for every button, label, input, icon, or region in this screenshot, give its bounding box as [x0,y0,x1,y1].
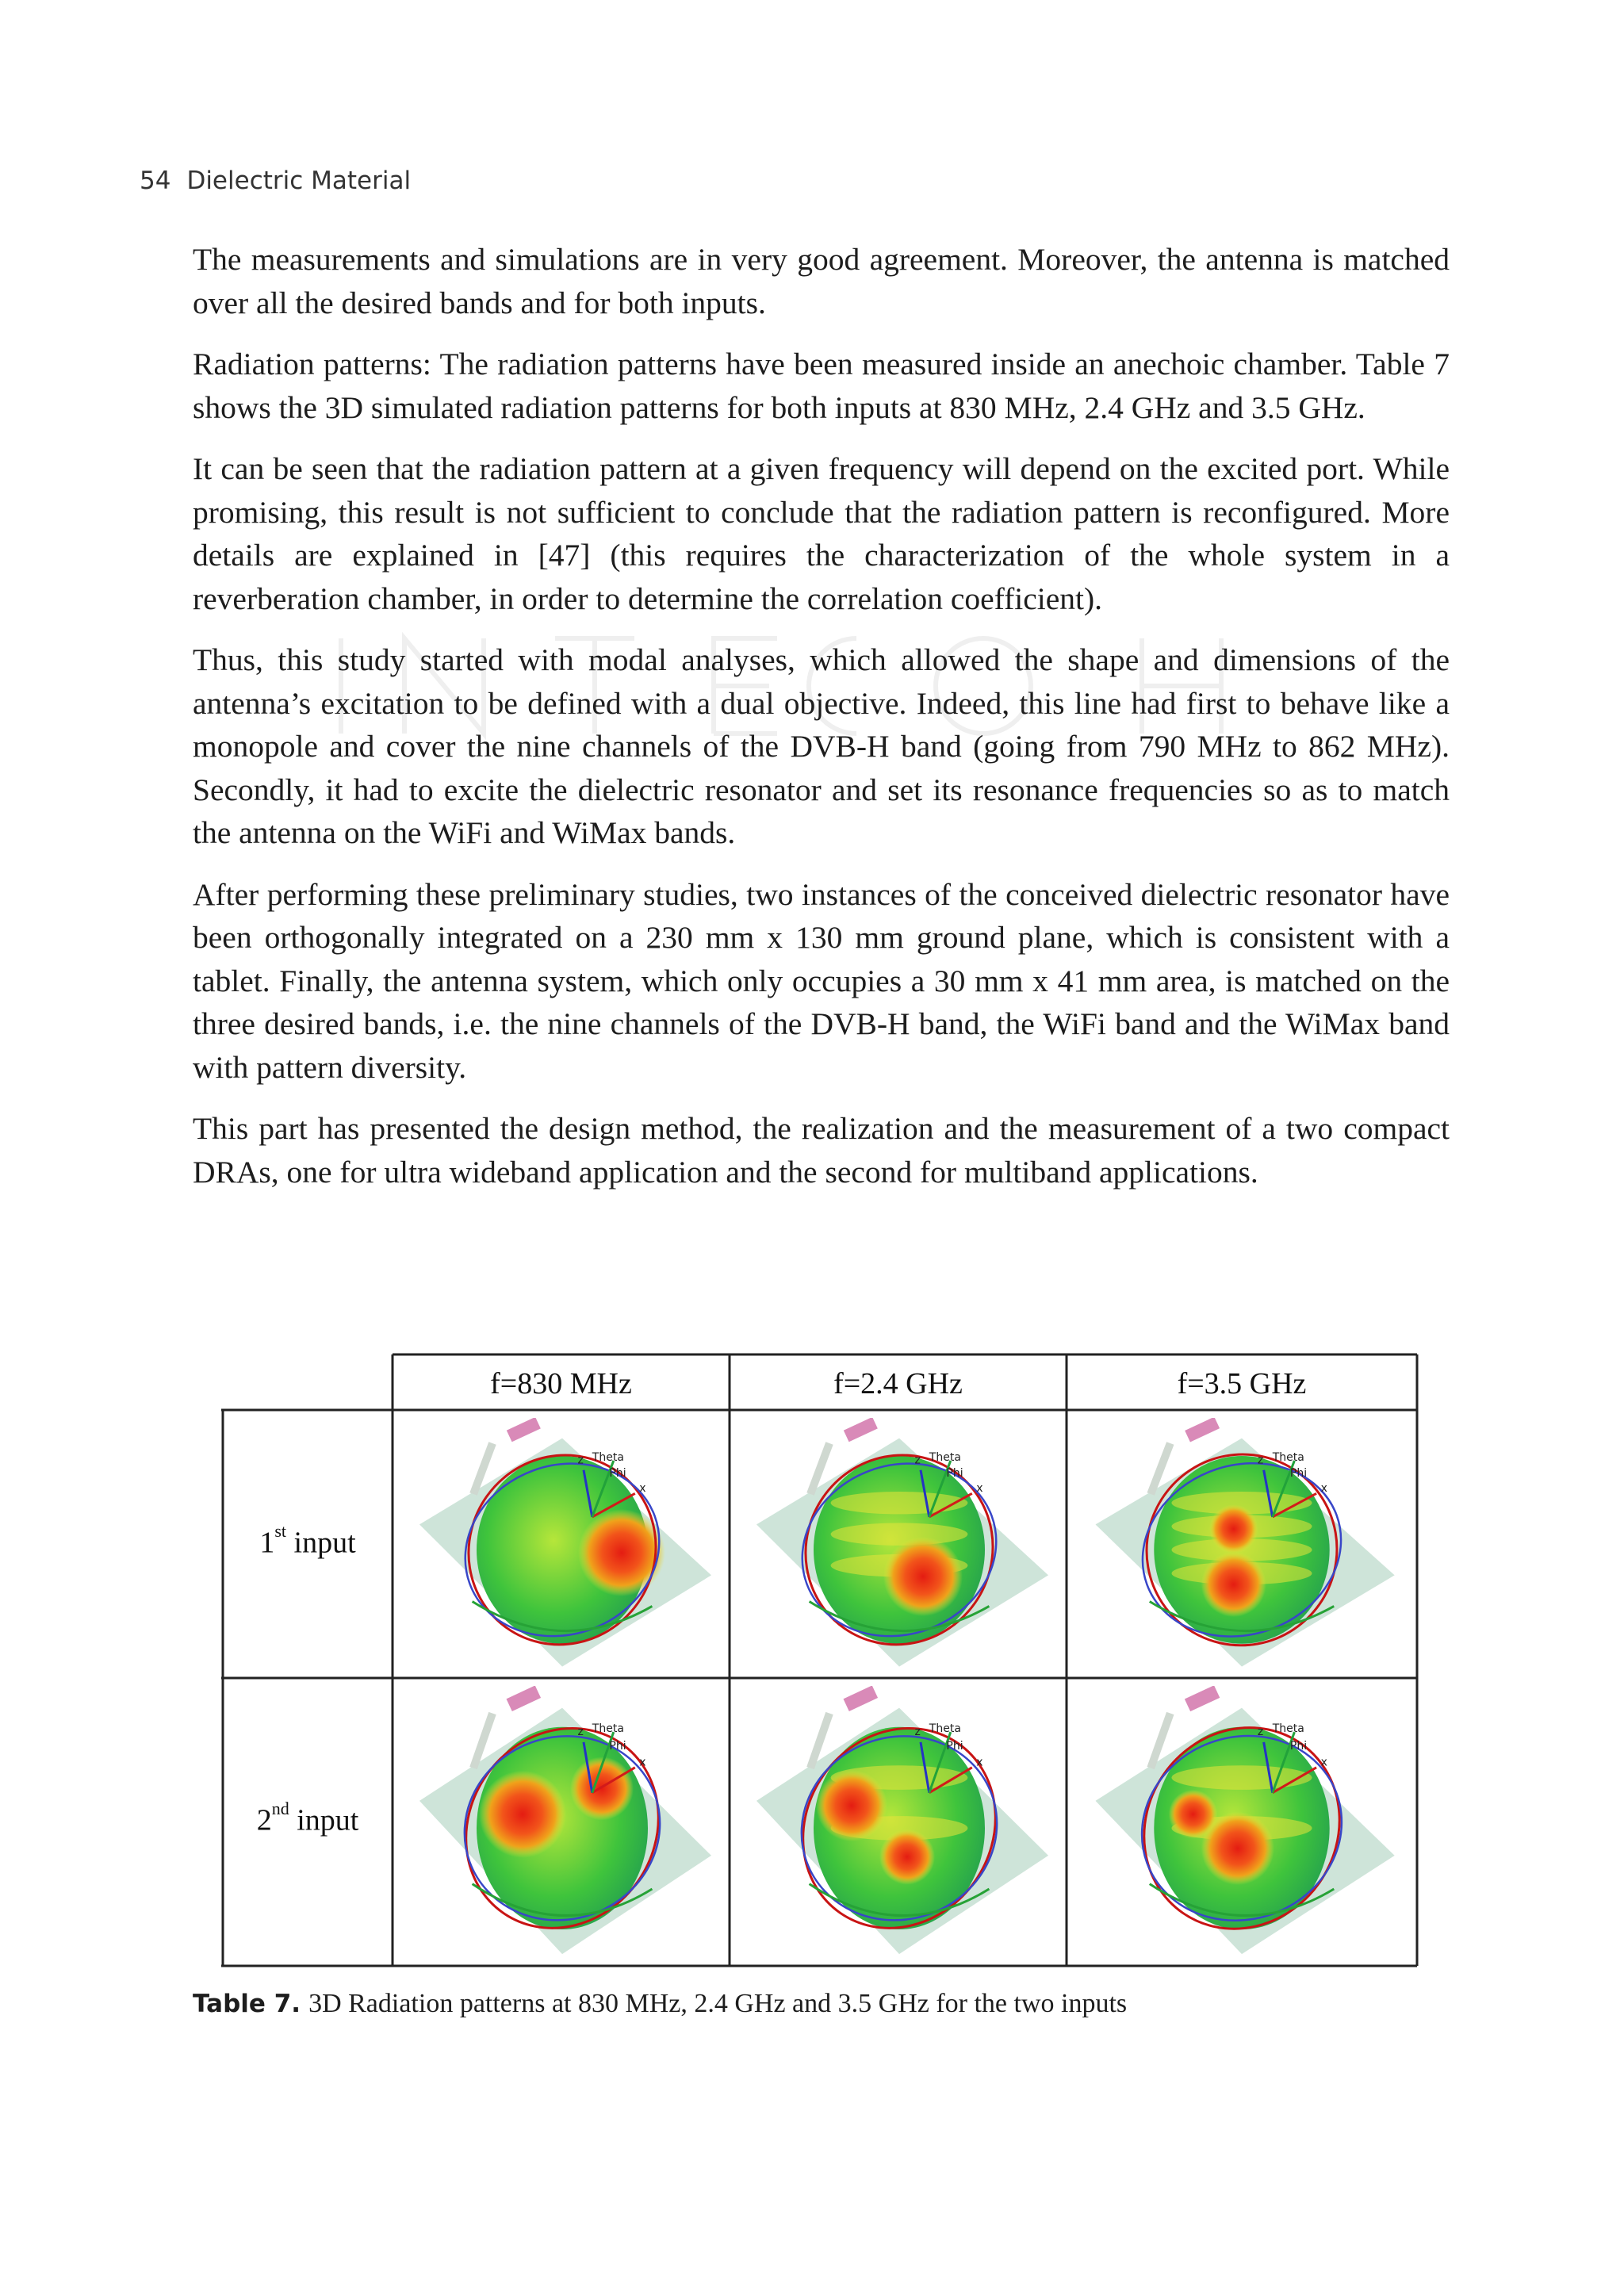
page-number: 54 [140,167,171,195]
hot-spot [883,1537,963,1616]
axis-label-x: x [1320,1756,1327,1769]
axis-label-x: x [1320,1481,1327,1495]
radiation-pattern-table [221,1353,1419,1967]
running-title: Dielectric Material [186,167,412,195]
paragraph-4: Thus, this study started with modal analyses, which allowed the shape and dimensions of the antenna’s excitation to be defined with a dual objective. Indeed, this line had first to behave like a monopole and cover the nine channels of the DVB-H band (going from 790 MHz to 862 MHz). Secondly, it had to excite the dielectric resonator and set its resonance frequencies so as to match the antenna on the WiFi and WiMax bands. [193,642,1450,850]
radiation-pattern-graphic [1079,1686,1404,1960]
row-label-suffix: nd [271,1799,289,1818]
paragraph-2: Radiation patterns: The radiation patterns have been measured inside an anechoic chamber. Table 7 shows the 3D simulated radiation patterns for both inputs at 830 MHz, 2.4 GHz and 3.5 GHz. [193,347,1450,425]
radiation-pattern-graphic [1079,1418,1404,1672]
hot-spot [816,1770,887,1841]
radiation-pattern-graphic [404,1418,721,1672]
radiation-pattern-graphic [404,1686,721,1960]
feed-pad [1185,1418,1220,1442]
column-header-3-5ghz: f=3.5 GHz [1177,1367,1307,1400]
hot-spot [1209,1504,1258,1554]
row-label-1st-input [223,1521,393,1560]
running-header [140,167,411,195]
hot-spot [479,1771,566,1858]
column-header-830mhz: f=830 MHz [490,1367,632,1400]
hot-spot [879,1829,935,1885]
axis-label-z: z [914,1454,921,1467]
paragraph-1: The measurements and simulations are in very good agreement. Moreover, the antenna is matched over all the desired bands and for both inputs. [193,242,1450,320]
axis-label-theta: Theta [929,1450,961,1464]
row-label-suffix: st [274,1521,287,1541]
axis-label-phi: Phi [609,1467,626,1481]
axis-label-z: z [1257,1725,1264,1738]
axis-label-theta: Theta [1272,1722,1304,1736]
axis-label-x: x [976,1756,983,1769]
hot-spot [1201,1552,1266,1617]
table-caption [193,1989,1127,2019]
axis-label-z: z [577,1725,584,1738]
feed-pad [844,1418,878,1442]
pattern-2nd-input-830mhz [404,1686,721,1960]
paragraph-6: This part has presented the design method, the realization and the measurement of a two compact DRAs, one for ultra wideband application and the second for multiband applications. [193,1111,1450,1190]
axis-label-x: x [976,1481,983,1495]
axis-label-z: z [577,1454,584,1467]
axis-label-z: z [914,1725,921,1738]
axis-label-theta: Theta [592,1450,624,1464]
radiation-pattern-graphic [741,1418,1058,1672]
pattern-2nd-input-3-5ghz [1079,1686,1404,1960]
row-label-number: 1 [259,1526,275,1560]
row-label-text: input [286,1526,356,1560]
caption-text: 3D Radiation patterns at 830 MHz, 2.4 GHz and 3.5 GHz for the two inputs [308,1989,1128,2018]
column-header-2-4ghz: f=2.4 GHz [833,1367,963,1400]
row-label-number: 2 [256,1803,272,1837]
axis-label-phi: Phi [946,1739,963,1753]
axis-label-phi: Phi [1289,1739,1308,1753]
paragraph-5: After performing these preliminary studies, two instances of the conceived dielectric resonator have been orthogonally integrated on a 230 mm x 130 mm ground plane, which is consistent with a tablet. Finally, the antenna system, which only occupies a 30 mm x 41 mm area, is matched on the three desired bands, i.e. the nine channels of the DVB-H band, the WiFi band and the WiMax band with pattern diversity. [193,876,1450,1085]
pattern-1st-input-2-4ghz [741,1418,1058,1672]
axis-label-phi: Phi [946,1467,963,1481]
caption-label: Table 7. [193,1990,301,2018]
axis-label-phi: Phi [609,1739,626,1753]
pattern-2nd-input-2-4ghz [741,1686,1058,1960]
feed-pad [506,1686,541,1711]
axis-label-phi: Phi [1289,1467,1308,1481]
row-label-text: input [289,1803,359,1837]
feed-pad [843,1686,878,1711]
axis-label-x: x [639,1481,646,1495]
axis-label-theta: Theta [592,1722,624,1736]
axis-label-theta: Theta [1272,1450,1304,1464]
feed-pad [1185,1686,1220,1711]
pattern-1st-input-830mhz [404,1418,721,1672]
row-label-2nd-input [223,1799,393,1837]
body-text [193,238,1450,1212]
hot-spot [1169,1790,1218,1839]
paragraph-3: It can be seen that the radiation pattern at a given frequency will depend on the excited port. While promising, this result is not sufficient to conclude that the radiation pattern is reconfigured. More details are explained in [47] (this requires the characterization of the whole system in a reverberation chamber, in order to determine the correlation coefficient). [193,451,1450,616]
axis-label-z: z [1257,1454,1264,1467]
radiation-pattern-graphic [741,1686,1058,1960]
pattern-1st-input-3-5ghz [1079,1418,1404,1672]
feed-pad [507,1418,541,1442]
axis-label-theta: Theta [929,1722,961,1736]
axis-label-x: x [639,1756,646,1769]
